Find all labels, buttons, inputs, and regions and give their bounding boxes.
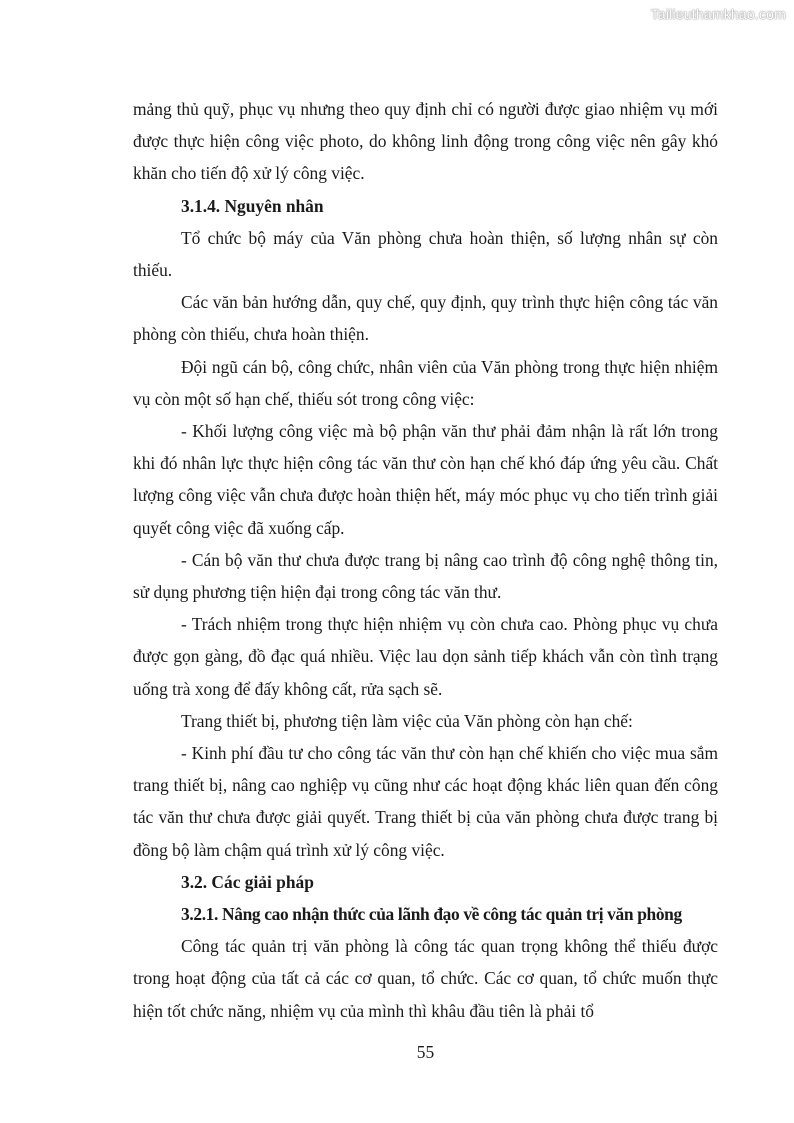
heading-3-1-4: 3.1.4. Nguyên nhân bbox=[181, 195, 324, 216]
page-body bbox=[133, 93, 718, 1027]
heading-3-2-1: 3.2.1. Nâng cao nhận thức của lãnh đạo về công tác quản trị văn phòng bbox=[181, 904, 682, 925]
bullet-workload: - Khối lượng công việc mà bộ phận văn thư phải đảm nhận là rất lớn trong khi đó nhân lực thực hiện công tác văn thư còn hạn chế khó đáp ứng yêu cầu. Chất lượng công việc vẫn chưa được hoàn thiện hết, máy móc phục vụ cho tiến trình giải quyết công việc đã xuống cấp. bbox=[133, 421, 718, 538]
paragraph-continuation: mảng thủ quỹ, phục vụ nhưng theo quy định chỉ có người được giao nhiệm vụ mới được thực hiện công việc photo, do không linh động trong công việc nên gây khó khăn cho tiến độ xử lý công việc. bbox=[133, 99, 718, 184]
paragraph-office-management: Công tác quản trị văn phòng là công tác quan trọng không thể thiếu được trong hoạt động của tất cả các cơ quan, tổ chức. Các cơ quan, tổ chức muốn thực hiện tốt chức năng, nhiệm vụ của mình thì khâu đầu tiên là phải tổ bbox=[133, 936, 718, 1021]
bullet-it-training: - Cán bộ văn thư chưa được trang bị nâng cao trình độ công nghệ thông tin, sử dụng phương tiện hiện đại trong công tác văn thư. bbox=[133, 549, 718, 603]
bullet-responsibility: - Trách nhiệm trong thực hiện nhiệm vụ còn chưa cao. Phòng phục vụ chưa được gọn gàng, đồ đạc quá nhiều. Việc lau dọn sảnh tiếp khách vẫn còn tình trạng uống trà xong để đấy không cất, rửa sạch sẽ. bbox=[133, 614, 718, 699]
paragraph-staff: Đội ngũ cán bộ, công chức, nhân viên của Văn phòng trong thực hiện nhiệm vụ còn một số hạn chế, thiếu sót trong công việc: bbox=[133, 356, 718, 409]
paragraph-equipment: Trang thiết bị, phương tiện làm việc của Văn phòng còn hạn chế: bbox=[181, 710, 633, 731]
bullet-funding: - Kinh phí đầu tư cho công tác văn thư còn hạn chế khiến cho việc mua sắm trang thiết bị, nâng cao nghiệp vụ cũng như các hoạt động khác liên quan đến công tác văn thư chưa được giải quyết. Trang thiết bị của văn phòng chưa được trang bị đồng bộ làm chậm quá trình xử lý công việc. bbox=[133, 743, 718, 860]
paragraph-organization: Tổ chức bộ máy của Văn phòng chưa hoàn thiện, số lượng nhân sự còn thiếu. bbox=[133, 227, 718, 281]
page-number: 55 bbox=[416, 1042, 435, 1062]
heading-3-2: 3.2. Các giải pháp bbox=[181, 871, 314, 892]
paragraph-documents: Các văn bản hướng dẫn, quy chế, quy định, quy trình thực hiện công tác văn phòng còn thiếu, chưa hoàn thiện. bbox=[133, 292, 718, 345]
watermark: Tailieuthamkhao.com bbox=[650, 6, 786, 22]
